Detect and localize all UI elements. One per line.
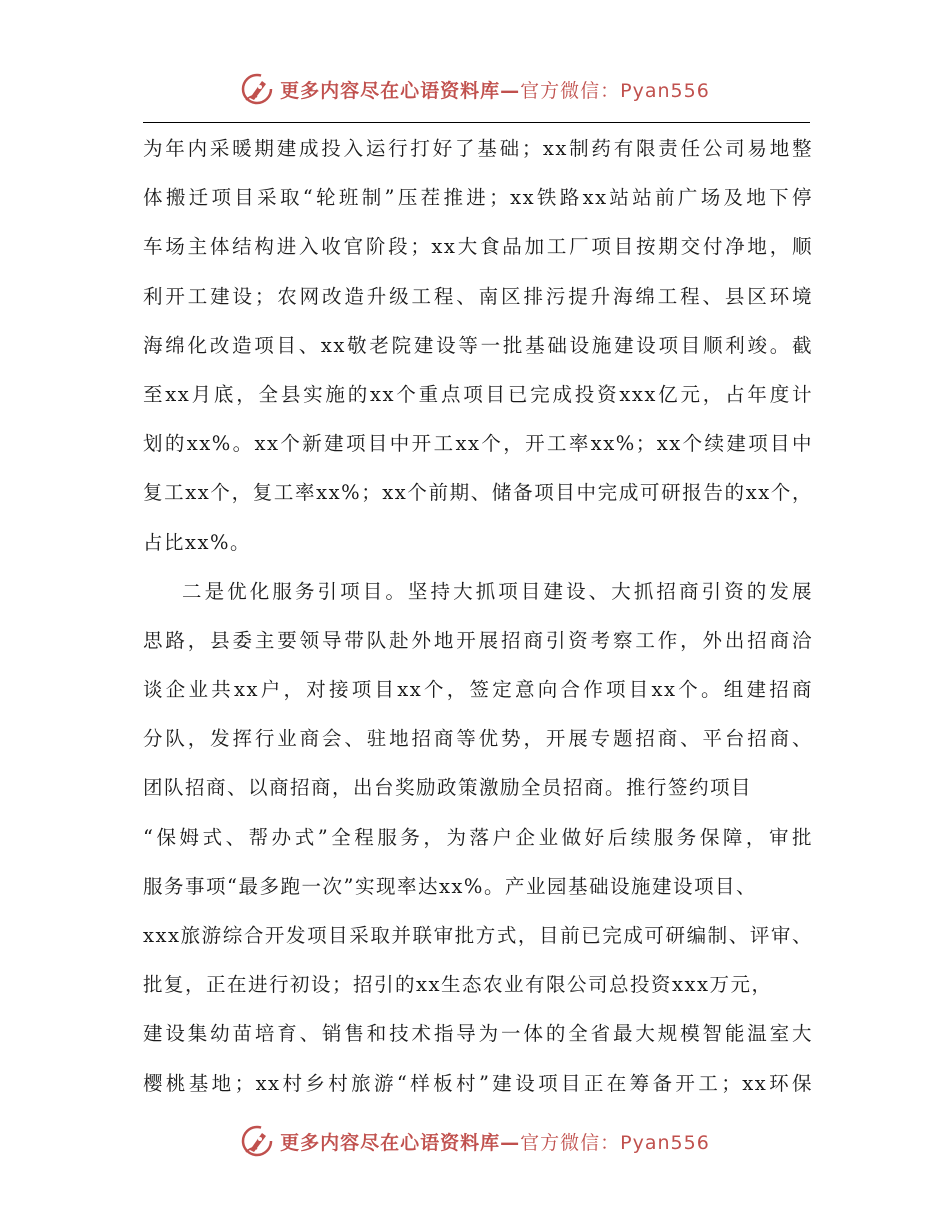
text-line: 至xx月底，全县实施的xx个重点项目已完成投资xxx亿元，占年度计 — [143, 382, 813, 406]
header-banner — [0, 69, 950, 109]
header-banner-title: 更多内容尽在心语资料库— — [280, 79, 521, 102]
header-divider — [143, 122, 810, 123]
text-line: 批复，正在进行初设；招引的xx生态农业有限公司总投资xxx万元， — [143, 973, 773, 997]
text-line: 车场主体结构进入收官阶段；xx大食品加工厂项目按期交付净地，顺 — [143, 235, 813, 259]
text-line: 为年内采暖期建成投入运行打好了基础；xx制药有限责任公司易地整 — [143, 137, 813, 160]
text-line: 体搬迁项目采取“轮班制”压茬推进；xx铁路xx站站前广场及地下停 — [143, 186, 813, 210]
pen-nib-logo-icon — [240, 72, 274, 106]
text-line: 划的xx%。xx个新建项目中开工xx个，开工率xx%；xx个续建项目中 — [143, 432, 813, 456]
text-line: 海绵化改造项目、xx敬老院建设等一批基础设施建设项目顺利竣。截 — [143, 333, 813, 357]
footer-banner-title: 更多内容尽在心语资料库— — [280, 1131, 521, 1154]
document-body — [143, 124, 813, 1108]
text-line: 建设集幼苗培育、销售和技术指导为一体的全省最大规模智能温室大 — [143, 1022, 813, 1046]
text-line: 谈企业共xx户，对接项目xx个，签定意向合作项目xx个。组建招商 — [143, 678, 813, 702]
text-line: “保姆式、帮办式”全程服务，为落户企业做好后续服务保障，审批 — [143, 825, 813, 849]
text-line: xxx旅游综合开发项目采取并联审批方式，目前已完成可研编制、评审、 — [143, 924, 813, 947]
paragraph-start-line: 二是优化服务引项目。坚持大抓项目建设、大抓招商引资的发展 — [182, 579, 813, 603]
pen-nib-logo-icon — [240, 1124, 274, 1158]
text-line: 占比xx%。 — [143, 530, 252, 554]
text-line: 团队招商、以商招商，出台奖励政策激励全员招商。推行签约项目 — [143, 776, 753, 800]
header-banner-wechat: 官方微信：Pyan556 — [520, 79, 710, 102]
text-line: 利开工建设；农网改造升级工程、南区排污提升海绵工程、县区环境 — [143, 284, 813, 308]
header-banner-text — [280, 76, 710, 103]
text-line: 服务事项“最多跑一次”实现率达xx%。产业园基础设施建设项目、 — [143, 874, 757, 898]
footer-banner — [0, 1121, 950, 1161]
text-line: 复工xx个，复工率xx%；xx个前期、储备项目中完成可研报告的xx个， — [143, 481, 813, 505]
footer-banner-text — [280, 1128, 710, 1155]
text-line: 思路，县委主要领导带队赴外地开展招商引资考察工作，外出招商洽 — [143, 628, 813, 652]
footer-banner-wechat: 官方微信：Pyan556 — [520, 1131, 710, 1154]
text-line: 分队，发挥行业商会、驻地招商等优势，开展专题招商、平台招商、 — [143, 727, 813, 751]
text-line: 樱桃基地；xx村乡村旅游“样板村”建设项目正在筹备开工；xx环保 — [143, 1071, 813, 1095]
